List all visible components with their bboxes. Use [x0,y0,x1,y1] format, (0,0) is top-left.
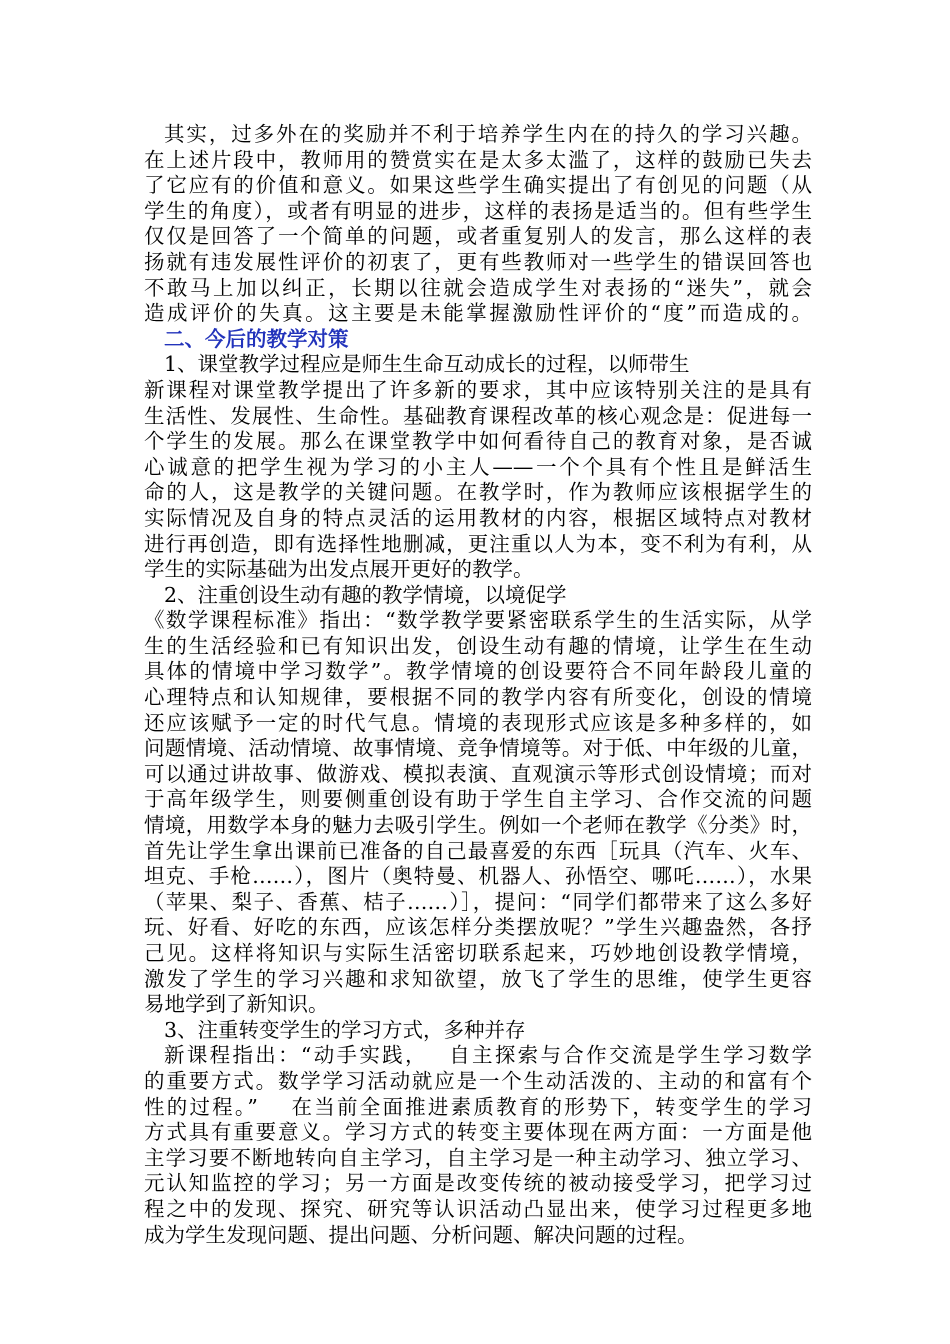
text-line: 仅仅是回答了一个简单的问题，或者重复别人的发言，那么这样的表 [144,224,812,249]
text-line: 具体的情境中学习数学”。教学情境的创设要符合不同年龄段儿童的 [144,659,812,684]
text-line: 心诚意的把学生视为学习的小主人——一个个具有个性且是鲜活生 [144,454,812,479]
text-line: 在上述片段中，教师用的赞赏实在是太多太滥了，这样的鼓励已失去 [144,147,812,172]
section-2 [144,583,812,1018]
text-line: 不敢马上加以纠正，长期以往就会造成学生对表扬的“迷失”，就会 [144,275,812,300]
subsection-title: 3、注重转变学生的学习方式，多种并存 [164,1017,526,1042]
text-line: 程之中的发现、探究、研究等认识活动凸显出来，使学习过程更多地 [144,1196,812,1221]
text-line: 首先让学生拿出课前已准备的自己最喜爱的东西［玩具（汽车、火车、 [144,838,812,863]
text-line: 坦克、手枪……），图片（奥特曼、机器人、孙悟空、哪吒……），水果 [144,864,812,889]
text-line: 了它应有的价值和意义。如果这些学生确实提出了有创见的问题（从 [144,173,812,198]
text-line: 《数学课程标准》指出：“数学教学要紧密联系学生的生活实际，从学 [144,608,812,633]
text-line: 学生的实际基础为出发点展开更好的教学。 [144,557,534,582]
text-line: （苹果、梨子、香蕉、桔子……）］，提问：“同学们都带来了这么多好 [144,889,812,914]
text-line: 可以通过讲故事、做游戏、模拟表演、直观演示等形式创设情境；而对 [144,761,812,786]
text-line: 激发了学生的学习兴趣和求知欲望，放飞了学生的思维，使学生更容 [144,966,812,991]
text-line: 学生的角度），或者有明显的进步，这样的表扬是适当的。但有些学生 [144,198,812,223]
text-line: 己见。这样将知识与实际生活密切联系起来，巧妙地创设教学情境， [144,941,812,965]
text-line: 其实，过多外在的奖励并不利于培养学生内在的持久的学习兴趣。 [164,122,812,146]
subsection-title: 1、课堂教学过程应是师生生命互动成长的过程，以师带生 [164,352,690,377]
text-line: 心理特点和认知规律，要根据不同的教学内容有所变化，创设的情境 [144,685,812,710]
text-line: 还应该赋予一定的时代气息。情境的表现形式应该是多种多样的，如 [144,710,812,735]
text-line: 情境，用数学本身的魅力去吸引学生。例如一个老师在教学《分类》时， [144,813,812,838]
text-line: 玩、好看、好吃的东西，应该怎样分类摆放呢？”学生兴趣盎然，各抒 [144,915,812,940]
text-line: 于高年级学生，则要侧重创设有助于学生自主学习、合作交流的问题 [144,787,812,812]
text-line: 成为学生发现问题、提出问题、分析问题、解决问题的过程。 [144,1222,698,1247]
text-line: 生的生活经验和已有知识出发，创设生动有趣的情境，让学生在生动 [144,633,812,658]
text-line: 主学习要不断地转向自主学习，自主学习是一种主动学习、独立学习、 [144,1145,812,1170]
text-line: 生活性、发展性、生命性。基础教育课程改革的核心观念是：促进每一 [144,403,812,428]
subsection-title: 2、注重创设生动有趣的教学情境，以境促学 [164,582,567,607]
text-line: 方式具有重要意义。学习方式的转变主要体现在两方面：一方面是他 [144,1120,812,1145]
document-body [144,122,812,1248]
text-line: 进行再创造，即有选择性地删减，更注重以人为本，变不利为有利，从 [144,531,812,556]
text-line: 个学生的发展。那么在课堂教学中如何看待自己的教育对象，是否诚 [144,429,812,454]
text-line: 扬就有违发展性评价的初衷了，更有些教师对一些学生的错误回答也 [144,249,812,274]
text-line: 性的过程。” 在当前全面推进素质教育的形势下，转变学生的学习 [144,1094,812,1119]
text-line: 的重要方式。数学学习活动就应是一个生动活泼的、主动的和富有个 [144,1068,812,1093]
text-line: 元认知监控的学习；另一方面是改变传统的被动接受学习，把学习过 [144,1171,812,1196]
section-1 [144,352,812,582]
paragraph-praise-critique [144,122,812,327]
text-line: 问题情境、活动情境、故事情境、竞争情境等。对于低、中年级的儿童， [144,736,812,761]
text-line: 实际情况及自身的特点灵活的运用教材的内容，根据区域特点对教材 [144,505,812,530]
text-line: 新课程指出：“动手实践， 自主探索与合作交流是学生学习数学 [164,1043,812,1068]
text-line: 造成评价的失真。这主要是未能掌握激励性评价的“度”而造成的。 [144,301,812,326]
section-3 [144,1018,812,1248]
text-line: 易地学到了新知识。 [144,992,329,1017]
text-line: 命的人，这是教学的关键问题。在教学时，作为教师应该根据学生的 [144,480,812,505]
section-heading: 二、今后的教学对策 [164,326,349,351]
text-line: 新课程对课堂教学提出了许多新的要求，其中应该特别关注的是具有 [144,377,812,402]
